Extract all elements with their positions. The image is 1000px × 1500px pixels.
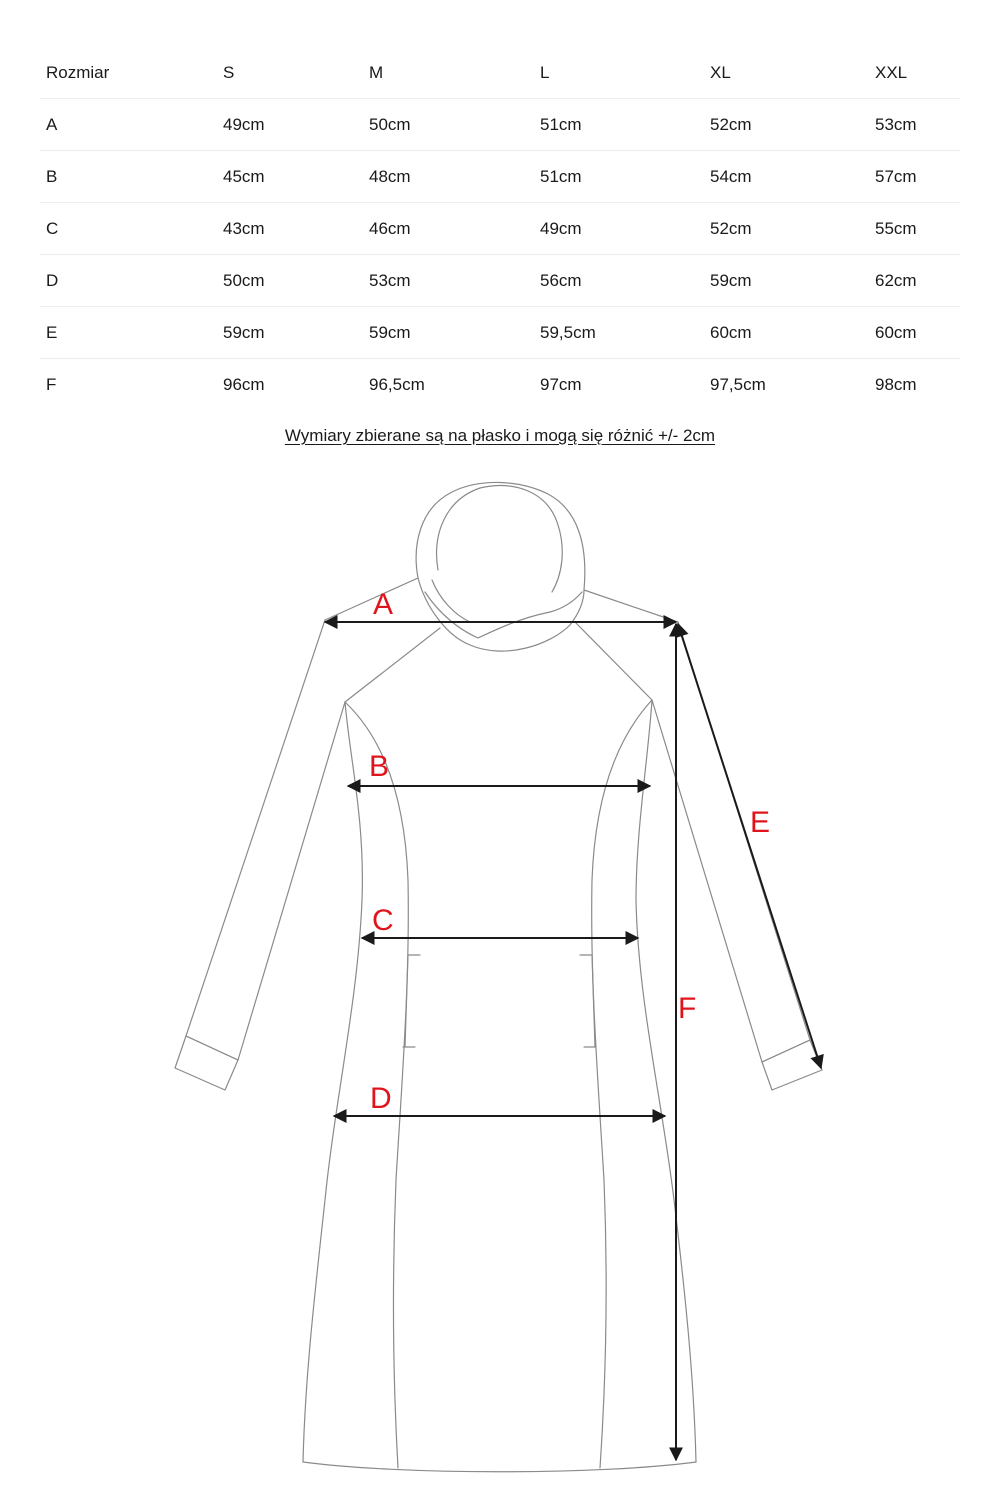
- table-cell: 97cm: [540, 374, 582, 394]
- row-label: C: [40, 203, 217, 255]
- table-row: [40, 359, 960, 411]
- table-cell: 53cm: [363, 255, 534, 307]
- left-pocket-line: [405, 955, 408, 1047]
- table-cell: 56cm: [534, 255, 704, 307]
- table-cell: 98cm: [875, 374, 917, 394]
- header-l: L: [534, 47, 704, 99]
- table-cell: 45cm: [217, 151, 363, 203]
- right-princess-seam: [592, 700, 652, 1468]
- measurement-arrows: [325, 622, 821, 1460]
- label-f: F: [678, 992, 697, 1025]
- size-table: [40, 47, 960, 410]
- table-cell: 46cm: [363, 203, 534, 255]
- row-label: E: [40, 307, 217, 359]
- table-row: [40, 307, 960, 359]
- row-label: B: [40, 151, 217, 203]
- right-sleeve-inner: [652, 700, 762, 1062]
- header-s: S: [217, 47, 363, 99]
- table-cell: 59cm: [217, 307, 363, 359]
- table-header-row: [40, 47, 960, 99]
- table-cell: 53cm: [869, 99, 960, 151]
- table-cell: 60cm: [704, 307, 869, 359]
- table-cell: 96,5cm: [369, 374, 425, 394]
- table-cell: 49cm: [534, 203, 704, 255]
- measurement-note-text: Wymiary zbierane są na płasko i mogą się różnić +/- 2cm: [284, 426, 716, 445]
- right-shoulder: [584, 590, 678, 622]
- table-cell: 51cm: [534, 151, 704, 203]
- table-cell: 52cm: [704, 99, 869, 151]
- table-cell: 59cm: [363, 307, 534, 359]
- table-cell: 60cm: [869, 307, 960, 359]
- header-xl: XL: [704, 47, 869, 99]
- table-row: [40, 99, 960, 151]
- table-cell: 50cm: [363, 99, 534, 151]
- table-row: [40, 203, 960, 255]
- label-b: B: [369, 750, 390, 783]
- table-row: [40, 255, 960, 307]
- label-a: A: [373, 588, 394, 621]
- table-cell: 97,5cm: [710, 374, 766, 394]
- left-raglan-seam: [345, 628, 440, 702]
- table-cell: 96cm: [223, 374, 265, 394]
- table-cell: 62cm: [869, 255, 960, 307]
- header-xxl: XXL: [869, 47, 960, 99]
- right-pocket-line: [592, 955, 595, 1047]
- table-cell: 50cm: [217, 255, 363, 307]
- table-cell: 59cm: [704, 255, 869, 307]
- table-row: [40, 151, 960, 203]
- left-sleeve-outer: [186, 620, 325, 1036]
- table-cell: 52cm: [704, 203, 869, 255]
- left-cuff: [175, 1036, 238, 1090]
- body-left-side: [303, 702, 362, 1462]
- row-label: A: [40, 99, 217, 151]
- table-cell: 59,5cm: [534, 307, 704, 359]
- measurement-note: [0, 426, 1000, 446]
- hem: [303, 1462, 696, 1472]
- hood-inner: [437, 486, 563, 592]
- left-sleeve-inner: [238, 702, 345, 1060]
- left-cuff-line: [186, 1036, 238, 1060]
- garment-diagram: [0, 470, 1000, 1500]
- row-label: F: [46, 374, 57, 394]
- table-cell: 55cm: [869, 203, 960, 255]
- cowl-fold-2: [432, 580, 470, 622]
- arrow-e: [678, 624, 821, 1068]
- right-cuff: [762, 1040, 822, 1090]
- table-cell: 49cm: [217, 99, 363, 151]
- right-raglan-seam: [575, 622, 652, 700]
- label-d: D: [370, 1082, 392, 1115]
- row-label: D: [40, 255, 217, 307]
- header-rozmiar: Rozmiar: [40, 47, 217, 99]
- header-m: M: [363, 47, 534, 99]
- table-cell: 43cm: [217, 203, 363, 255]
- table-cell: 57cm: [869, 151, 960, 203]
- left-shoulder: [325, 578, 418, 620]
- table-cell: 48cm: [363, 151, 534, 203]
- right-cuff-line: [762, 1040, 810, 1062]
- measurement-labels: [369, 588, 770, 1115]
- table-cell: 51cm: [534, 99, 704, 151]
- dress-outline: [175, 482, 822, 1471]
- table-cell: 54cm: [704, 151, 869, 203]
- label-e: E: [750, 806, 771, 839]
- label-c: C: [372, 904, 394, 937]
